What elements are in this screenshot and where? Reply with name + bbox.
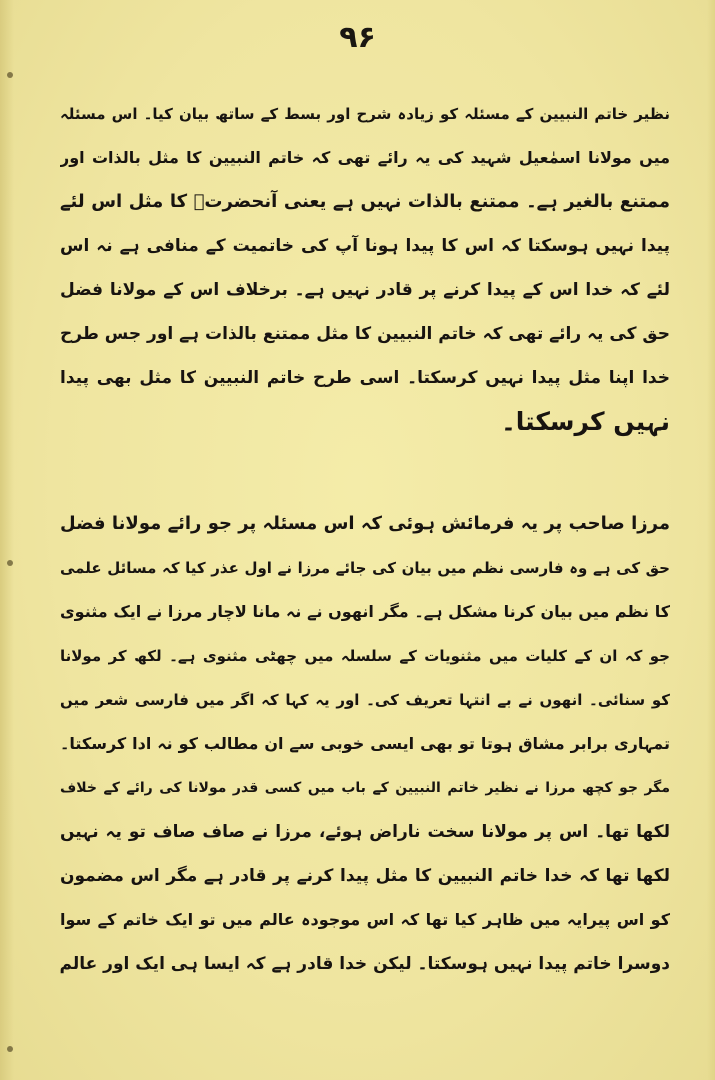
page-left-edge bbox=[0, 0, 14, 1080]
text-line: پیدا نہیں ہوسکتا کہ اس کا پیدا ہونا آپ کی خاتمیت کے منافی ہے نہ اس bbox=[60, 236, 670, 256]
binding-hole bbox=[7, 560, 13, 566]
text-line: دوسرا خاتم پیدا نہیں ہوسکتا۔ لیکن خدا قادر ہے کہ ایسا ہی ایک اور عالم bbox=[60, 954, 670, 974]
text-line: لکھا تھا کہ خدا خاتم النبیین کا مثل پیدا کرنے پر قادر ہے مگر اس مضمون bbox=[60, 866, 670, 886]
text-line: کا نظم میں بیان کرنا مشکل ہے۔ مگر انھوں نے نہ مانا لاچار مرزا نے ایک مثنوی bbox=[60, 602, 670, 621]
text-line: لئے کہ خدا اس کے پیدا کرنے پر قادر نہیں ہے۔ برخلاف اس کے مولانا فضل bbox=[60, 280, 670, 300]
text-line: نظیر خاتم النبیین کے مسئلہ کو زیادہ شرح اور بسط کے ساتھ بیان کیا۔ اس مسئلہ bbox=[60, 105, 670, 123]
text-line: خدا اپنا مثل پیدا نہیں کرسکتا۔ اسی طرح خاتم النبیین کا مثل بھی پیدا bbox=[60, 368, 670, 388]
paragraph-1 bbox=[60, 92, 670, 444]
page-number: ۹۶ bbox=[339, 20, 376, 55]
paragraph-2 bbox=[60, 502, 670, 986]
binding-hole bbox=[7, 1046, 13, 1052]
text-line: تمہاری برابر مشاق ہوتا تو بھی ایسی خوبی سے ان مطالب کو نہ ادا کرسکتا۔ bbox=[60, 734, 670, 753]
text-line: حق کی یہ رائے تھی کہ خاتم النبیین کا مثل ممتنع بالذات ہے اور جس طرح bbox=[60, 324, 670, 344]
text-line: کو سنائی۔ انھوں نے بے انتہا تعریف کی۔ اور یہ کہا کہ اگر میں فارسی شعر میں bbox=[60, 691, 670, 709]
text-line: نہیں کرسکتا۔ bbox=[501, 407, 670, 436]
text-line: مرزا صاحب پر یہ فرمائش ہوئی کہ اس مسئلہ پر جو رائے مولانا فضل bbox=[60, 513, 670, 534]
text-line: کو اس پیرایہ میں ظاہر کیا تھا کہ اس موجودہ عالم میں تو ایک خاتم کے سوا bbox=[60, 910, 670, 929]
text-line: مگر جو کچھ مرزا نے نظیر خاتم النبیین کے باب میں کسی قدر مولانا کی رائے کے خلاف bbox=[60, 780, 670, 796]
text-line: لکھا تھا۔ اس پر مولانا سخت ناراض ہوئے، مرزا نے صاف صاف تو یہ نہیں bbox=[60, 822, 670, 842]
text-line: حق کی ہے وہ فارسی نظم میں بیان کی جائے مرزا نے اول عذر کیا کہ مسائل علمی bbox=[60, 559, 670, 577]
text-line: جو کہ ان کے کلیات میں مثنویات کے سلسلہ میں چھٹی مثنوی ہے۔ لکھ کر مولانا bbox=[60, 647, 670, 665]
page-right-edge bbox=[707, 0, 715, 1080]
text-line: ممتنع بالغیر ہے۔ ممتنع بالذات نہیں ہے یعنی آنحضرتؐ کا مثل اس لئے bbox=[60, 191, 670, 212]
binding-hole bbox=[7, 72, 13, 78]
text-line: میں مولانا اسمٰعیل شہید کی یہ رائے تھی کہ خاتم النبیین کا مثل بالذات اور bbox=[60, 148, 670, 167]
